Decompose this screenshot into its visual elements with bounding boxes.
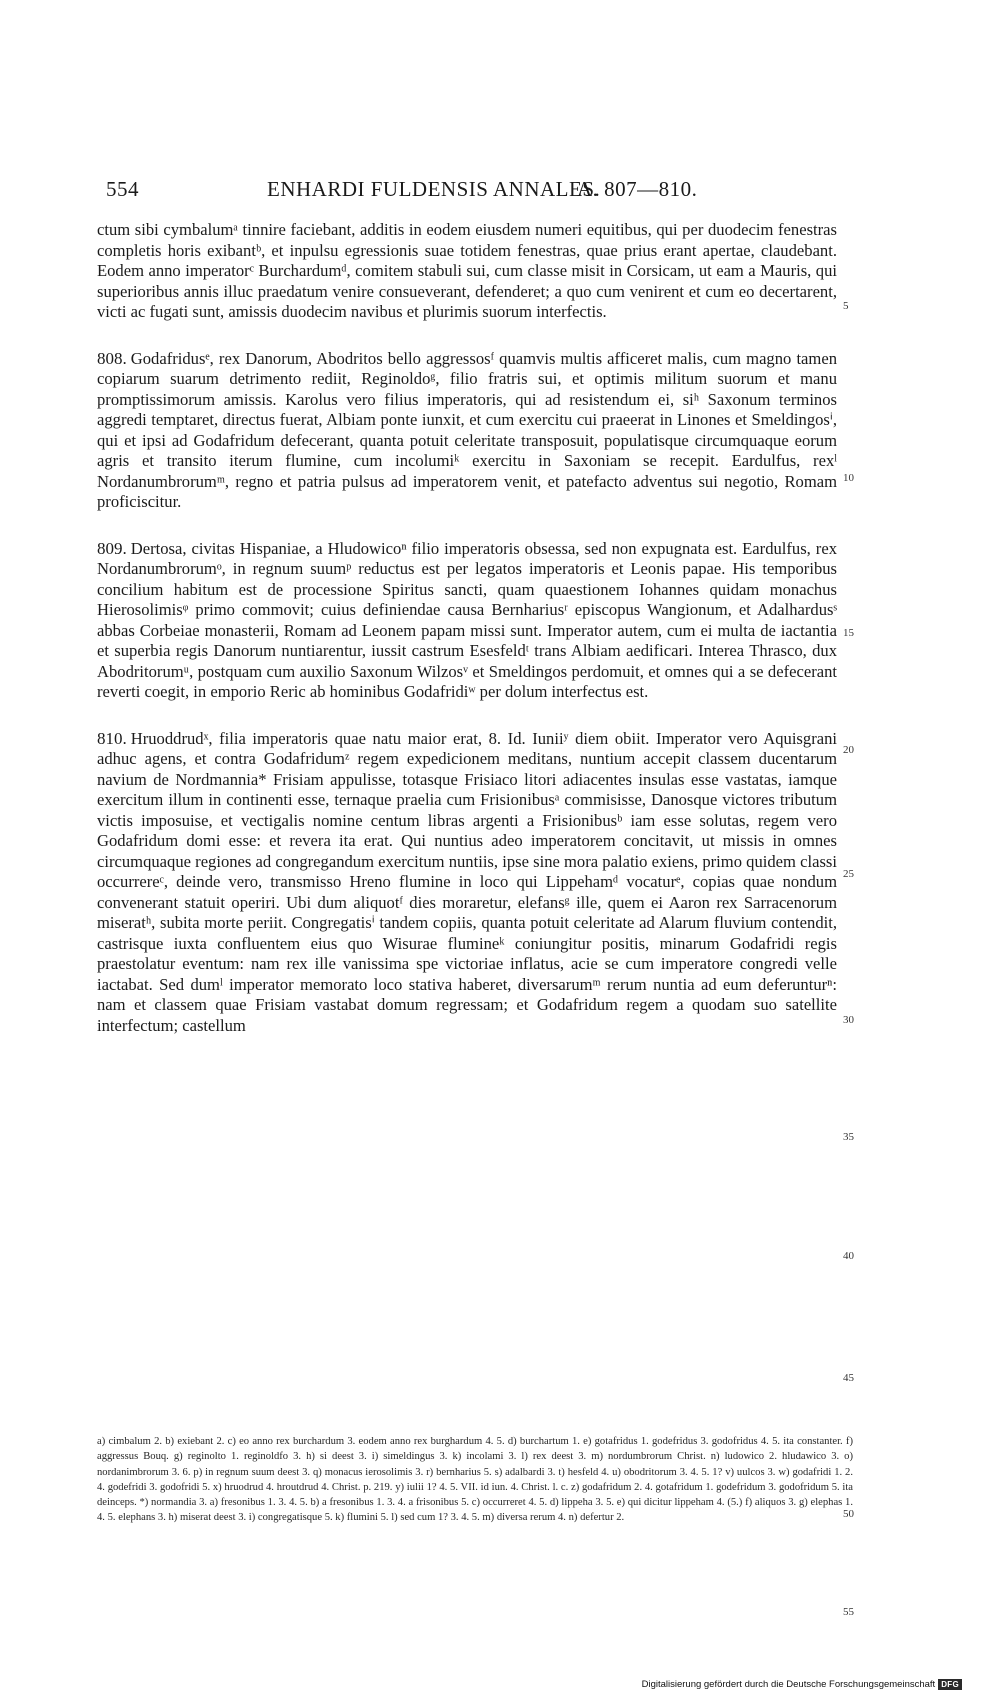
- line-number: 45: [843, 1372, 854, 1384]
- line-number: 35: [843, 1131, 854, 1143]
- paragraph-text: Dertosa, civitas Hispaniae, a Hludowicoⁿ filio imperatoris obsessa, sed non expugnata est. Eardulfus, rex Nordanumbrorumᵒ, in regnum suumᵖ reductus est per legatos imperatoris et Leonis papae. His temporibus concilium habitum est de processione Spiritus sancti, quam quaestionem Iohannes quidam monachus Hierosolimisᵠ primo commovit; cuius definiendae causa Bernhariusʳ episcopus Wangionum, et Adalhardusˢ abbas Corbeiae monasterii, Romam ad Leonem papam missi sunt. Imperator autem, cum ei multa de iactantia et superbia regis Danorum nuntiarentur, iussit castrum Esesfeldᵗ trans Albiam aedificari. Interea Thrasco, dux Abodritorumᵘ, postquam cum auxilio Saxonum Wilzosᵛ et Smeldingos perdomuit, et omnes qui a se defecerant reverti coegit, in emporio Reric ab hominibus Godafridiʷ per dolum interfectus est.: [97, 538, 837, 701]
- paragraph-text: Hruoddrudˣ, filia imperatoris quae natu maior erat, 8. Id. Iuniiʸ diem obiit. Imperator vero Aquisgrani adhuc agens, et contra Godafridumᶻ regem expedicionem meditans, nuntium accepit classem ducentarum navium de Nordmannia* Frisiam appulisse, totasque Frisiaco litori adiacentes insulas esse vastatas, iamque exercitum illum in continenti esse, ternaque praelia cum Frisionibusᵃ commisisse, Danosque victores tributum victis imposuise, et vectigalis nomine centum libras argenti a Frisionibusᵇ iam esse solutas, regem vero Godafridum domi esse: et revera ita erat. Qui nuntius adeo imperatorem concitavit, ut missis in omnes circumquaque regiones ad congregandum exercitum nuntiis, ipse sine mora palatio exiens, primo quidem classi occurrereᶜ, deinde vero, transmisso Hreno flumine in loco qui Lippehamᵈ vocaturᵉ, copias quae nondum convenerant statuit operiri. Ubi dum aliquotᶠ dies moraretur, elefansᵍ ille, quem ei Aaron rex Sarracenorum miseratʰ, subita morte periit. Congregatisⁱ tandem copiis, quanta potuit celeritate ad Alarum fluvium contendit, castrisque iuxta confluentem eius quo Wisurae flumineᵏ coniungitur positis, minarum Godafridi regis praestolatur eventum: nam rex ille vanissima spe victoriae inflatus, acie se cum imperatore congredi velle iactabat. Sed dumˡ imperator memorato loco stativa haberet, diversarumᵐ rerum nuntia ad eum deferunturⁿ: nam et classem quae Frisiam vastabat domum regressam; et Godafridum regem a quodam suo satellite interfectum; castellum: [97, 728, 837, 1035]
- year-label: 809.: [97, 538, 127, 558]
- line-number: 10: [843, 472, 854, 484]
- line-number: 20: [843, 744, 854, 756]
- line-number: 15: [843, 627, 854, 639]
- year-label: 808.: [97, 348, 127, 368]
- running-title: ENHARDI FULDENSIS ANNALES.: [267, 177, 601, 201]
- year-label: 810.: [97, 728, 127, 748]
- year-range: A. 807—810.: [577, 177, 698, 201]
- page-number: 554: [106, 177, 139, 201]
- dfg-logo-icon: DFG: [938, 1679, 962, 1690]
- footnote-block: a) cimbalum 2. b) exiebant 2. c) eo anno rex burchardum 3. eodem anno rex burghardum 4. 5. d) burchartum 1. e) gotafridus 1. godefridus 3. godofridus 4. 5. ita constanter. f) aggressus Bouq. g) reginolto 1. reginoldfo 3. h) si deest 3. i) simeldingus 3. k) incolami 3. l) rex deest 3. m) nordumbrorum Christ. n) ludowico 2. hludawico 3. o) nordanimbrorum 3. 6. p) in regnum suum deest 3. q) monacus ierosolimis 3. r) bernharius 5. s) adalbardi 3. t) hesfeld 4. u) obodritorum 3. 4. 5. 1? v) uulcos 3. w) godafridi 1. 2. 4. godefridi 3. godofridi 5. x) hruodrud 4. hroutdrud 4. Christ. p. 219. y) iulii 1? 4. 5. VII. id iun. 4. Christ. l. c. z) godafridum 2. 4. gotafridum 1. godefridum 3. godofridum 5. ita deinceps. *) normandia 3. a) fresonibus 1. 3. 4. 5. b) a fresonibus 1. 3. 4. a frisonibus 5. c) occurreret 4. 5. d) lippeha 3. 5. e) qui dicitur lippeham 4. (5.) f) aliquos 3. g) elephas 1. 4. 5. elephans 3. h) miserat deest 3. i) congregatisque 5. k) flumini 5. l) sed cum 1? 3. 4. 5. m) diversa rerum 4. n) defertur 2.: [97, 1436, 853, 1524]
- line-number: 40: [843, 1250, 854, 1262]
- line-number: 55: [843, 1606, 854, 1618]
- credit-text: Digitalisierung gefördert durch die Deutsche Forschungsgemeinschaft: [641, 1678, 936, 1690]
- line-number: 30: [843, 1014, 854, 1026]
- critical-apparatus: [97, 1434, 853, 1526]
- line-number: 25: [843, 868, 854, 880]
- paragraph-text: Godafridusᵉ, rex Danorum, Abodritos bello aggressosᶠ quamvis multis afficeret malis, cum magno tamen copiarum suarum detrimento rediit, Reginoldoᵍ, filio fratris sui, et optimis militum suorum et manu promptissimorum amissis. Karolus vero filius imperatoris, qui ad resistendum ei, siʰ Saxonum terminos aggredi temptaret, directus fuerat, Albiam ponte iunxit, et cum exercitu cui praeerat in Linones et Smeldingosⁱ, qui et ipsi ad Godafridum defecerant, quanta potuit celeritate transposuit, populatisque circumquaque eorum agris et transito iterum flumine, cum incolumiᵏ exercitu in Saxoniam se recepit. Eardulfus, rexˡ Nordanumbrorumᵐ, regno et patria pulsus ad imperatorem venit, et patefacto adventus sui negotio, Romam proficiscitur.: [97, 348, 837, 511]
- line-number: 50: [843, 1508, 854, 1520]
- line-number: 5: [843, 300, 849, 312]
- paragraph-text: ctum sibi cymbalumᵃ tinnire faciebant, additis in eodem eiusdem numeri equitibus, qui per duodecim fenestras completis horis exibantᵇ, et inpulsu egressionis suae totidem fenestras, quae prius erant apertae, claudebant. Eodem anno imperatorᶜ Burchardumᵈ, comitem stabuli sui, cum classe misit in Corsicam, ut eam a Mauris, qui superioribus annis illuc praedatum venire consueverant, defenderet; a quo cum venirent et cum eo decertarent, victi ac fugati sunt, amissis duodecim navibus et plurimis suorum interfectis.: [97, 220, 837, 321]
- digitization-credit: [642, 1677, 962, 1691]
